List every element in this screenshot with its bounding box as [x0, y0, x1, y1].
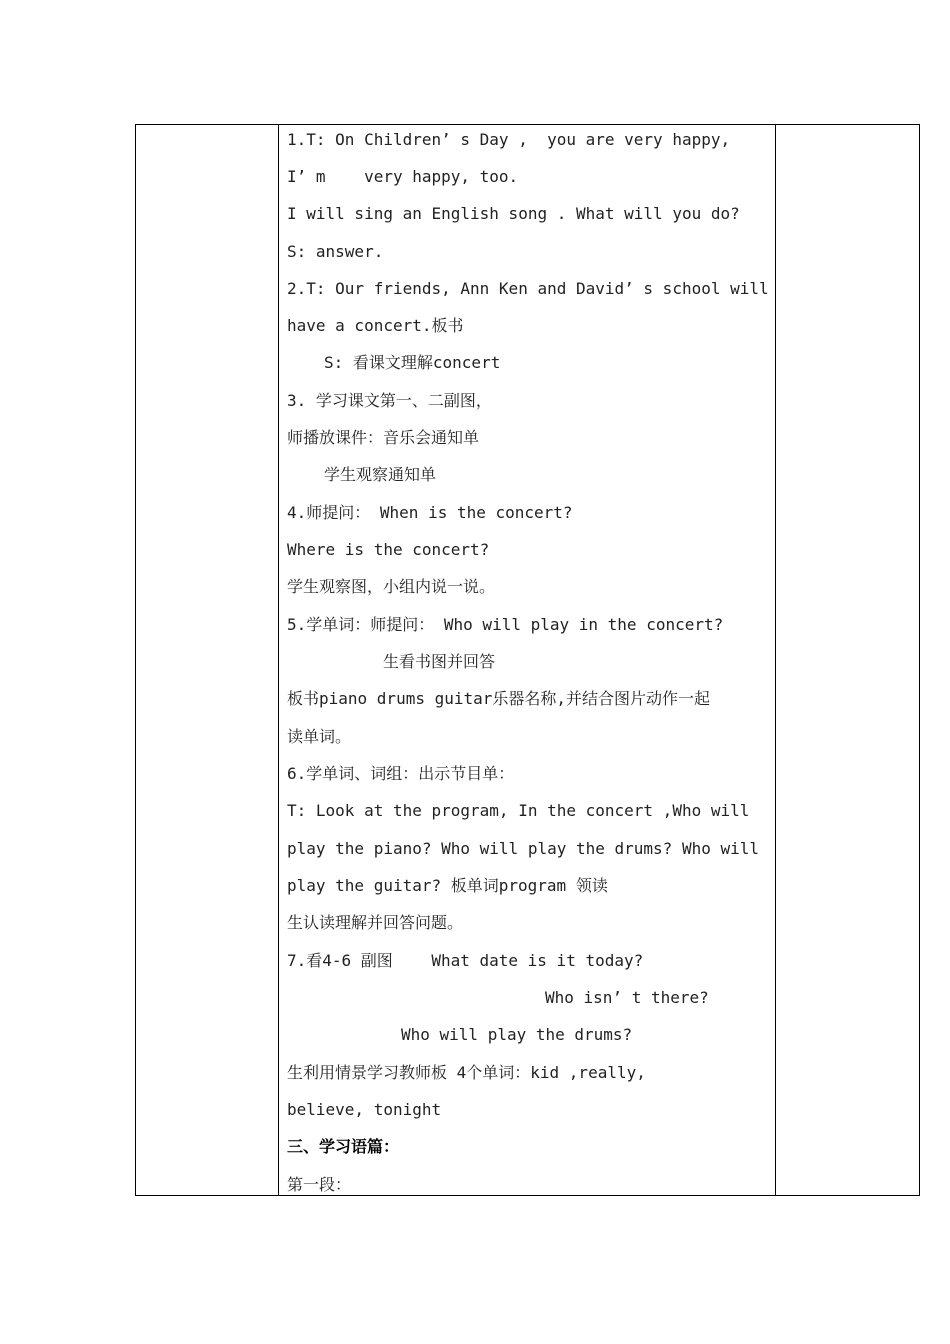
text-line-25: Who will play the drums? — [401, 1025, 633, 1044]
text-line-29: 第一段： — [287, 1175, 352, 1194]
text-line-13: 学生观察图，小组内说一说。 — [287, 577, 496, 596]
left-column — [136, 125, 279, 1195]
text-line-16: 板书piano drums guitar乐器名称,并结合图片动作一起 — [287, 689, 711, 708]
text-line-6: have a concert.板书 — [287, 316, 464, 335]
text-line-10: 学生观察通知单 — [324, 465, 437, 484]
text-line-9: 师播放课件：音乐会通知单 — [287, 428, 480, 447]
text-line-27: believe, tonight — [287, 1100, 442, 1119]
text-line-2: I’ m very happy, too. — [287, 167, 519, 186]
text-line-11: 4.师提问： When is the concert? — [287, 503, 573, 522]
text-line-23: 7.看4-6 副图 What date is it today? — [287, 951, 644, 970]
section-heading: 三、学习语篇： — [287, 1137, 400, 1156]
text-line-12: Where is the concert? — [287, 540, 490, 559]
text-line-17: 读单词。 — [287, 727, 352, 746]
text-line-4: S: answer. — [287, 242, 384, 261]
lesson-table — [135, 124, 920, 1196]
text-line-20: play the piano? Who will play the drums? Who will — [287, 839, 760, 858]
right-column — [776, 125, 921, 1195]
text-line-18: 6.学单词、词组：出示节目单： — [287, 764, 515, 783]
text-line-26: 生利用情景学习教师板 4个单词：kid ,really, — [287, 1063, 646, 1082]
text-line-21: play the guitar? 板单词program 领读 — [287, 876, 608, 895]
text-line-15: 生看书图并回答 — [383, 652, 496, 671]
text-line-1: 1.T: On Children’ s Day , you are very happy, — [287, 130, 731, 149]
text-line-14: 5.学单词：师提问： Who will play in the concert? — [287, 615, 724, 634]
text-line-8: 3. 学习课文第一、二副图， — [287, 391, 492, 410]
text-line-19: T: Look at the program, In the concert ,Who will — [287, 801, 750, 820]
text-line-3: I will sing an English song . What will you do? — [287, 204, 740, 223]
text-line-22: 生认读理解并回答问题。 — [287, 913, 464, 932]
text-line-24: Who isn’ t there? — [545, 988, 709, 1007]
text-line-7: S: 看课文理解concert — [324, 353, 501, 372]
text-line-5: 2.T: Our friends, Ann Ken and David’ s school will — [287, 279, 769, 298]
